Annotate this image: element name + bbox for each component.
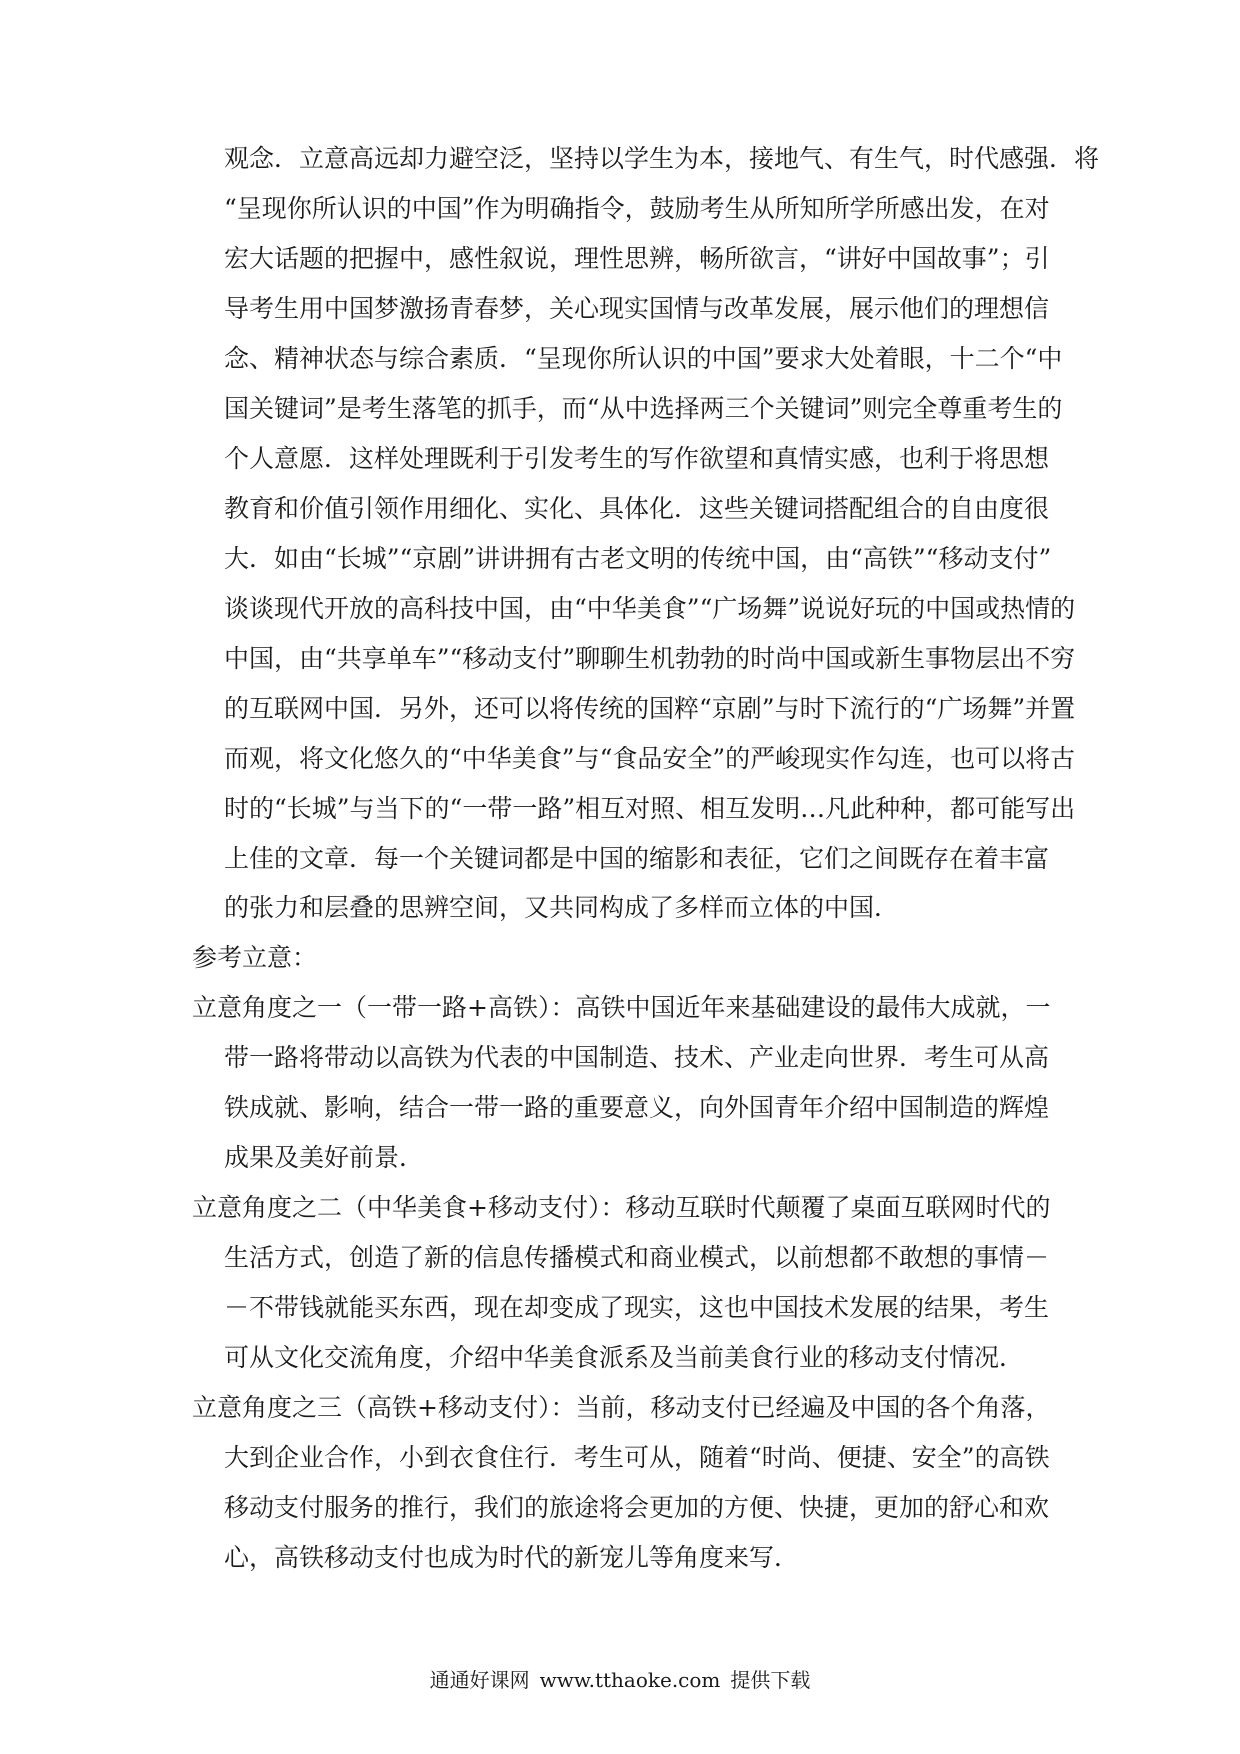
angle-one-line: 带一路将带动以高铁为代表的中国制造、技术、产业走向世界．考生可从高 [224,1043,1050,1072]
angle-one-line: 立意角度之一（一带一路+高铁）：高铁中国近年来基础建设的最伟大成就，一 [192,993,1051,1022]
angle-two-line: 生活方式，创造了新的信息传播模式和商业模式，以前想都不敢想的事情－ [224,1243,1050,1272]
body-line: 而观，将文化悠久的“中华美食”与“食品安全”的严峻现实作勾连，也可以将古 [224,744,1076,773]
reference-heading: 参考立意： [192,943,318,972]
angle-two-line: －不带钱就能买东西，现在却变成了现实，这也中国技术发展的结果，考生 [224,1293,1050,1322]
angle-one-line: 成果及美好前景． [224,1143,425,1172]
body-line: 时的“长城”与当下的“一带一路”相互对照、相互发明…凡此种种，都可能写出 [224,794,1076,823]
body-line: 的互联网中国．另外，还可以将传统的国粹“京剧”与时下流行的“广场舞”并置 [224,694,1076,723]
footer-url[interactable]: www.tthaoke.com [539,1668,721,1692]
body-line: 导考生用中国梦激扬青春梦，关心现实国情与改革发展，展示他们的理想信 [224,294,1050,323]
body-line: 上佳的文章．每一个关键词都是中国的缩影和表征，它们之间既存在着丰富 [224,844,1050,873]
angle-three-line: 移动支付服务的推行，我们的旅途将会更加的方便、快捷，更加的舒心和欢 [224,1493,1050,1522]
body-line: 谈谈现代开放的高科技中国，由“中华美食”“广场舞”说说好玩的中国或热情的 [224,594,1076,623]
body-line: 大．如由“长城”“京剧”讲讲拥有古老文明的传统中国，由“高铁”“移动支付” [224,544,1052,573]
body-line: 观念．立意高远却力避空泛，坚持以学生为本，接地气、有生气，时代感强．将 [224,144,1100,173]
body-line: 中国，由“共享单车”“移动支付”聊聊生机勃勃的时尚中国或新生事物层出不穷 [224,644,1076,673]
angle-one-line: 铁成就、影响，结合一带一路的重要意义，向外国青年介绍中国制造的辉煌 [224,1093,1050,1122]
body-line: 教育和价值引领作用细化、实化、具体化．这些关键词搭配组合的自由度很 [224,494,1050,523]
body-line: 个人意愿．这样处理既利于引发考生的写作欲望和真情实感，也利于将思想 [224,444,1050,473]
body-line: 的张力和层叠的思辨空间，又共同构成了多样而立体的中国． [224,893,900,922]
body-line: 念、精神状态与综合素质．“呈现你所认识的中国”要求大处着眼，十二个“中 [224,344,1063,373]
angle-three-line: 立意角度之三（高铁+移动支付）：当前，移动支付已经遍及中国的各个角落， [192,1393,1051,1422]
footer-note: 提供下载 [730,1668,811,1692]
angle-three-line: 心，高铁移动支付也成为时代的新宠儿等角度来写． [224,1543,800,1572]
angle-two-line: 立意角度之二（中华美食+移动支付）：移动互联时代颠覆了桌面互联网时代的 [192,1193,1051,1222]
footer-site-name: 通通好课网 [429,1668,530,1692]
body-line: 宏大话题的把握中，感性叙说，理性思辨，畅所欲言，“讲好中国故事”；引 [224,244,1050,273]
body-line: 国关键词”是考生落笔的抓手，而“从中选择两三个关键词”则完全尊重考生的 [224,394,1063,423]
angle-three-line: 大到企业合作，小到衣食住行．考生可从，随着“时尚、便捷、安全”的高铁 [224,1443,1050,1472]
body-line: “呈现你所认识的中国”作为明确指令，鼓励考生从所知所学所感出发，在对 [224,194,1050,223]
angle-two-line: 可从文化交流角度，介绍中华美食派系及当前美食行业的移动支付情况． [224,1343,1025,1372]
footer [0,1665,1240,1695]
